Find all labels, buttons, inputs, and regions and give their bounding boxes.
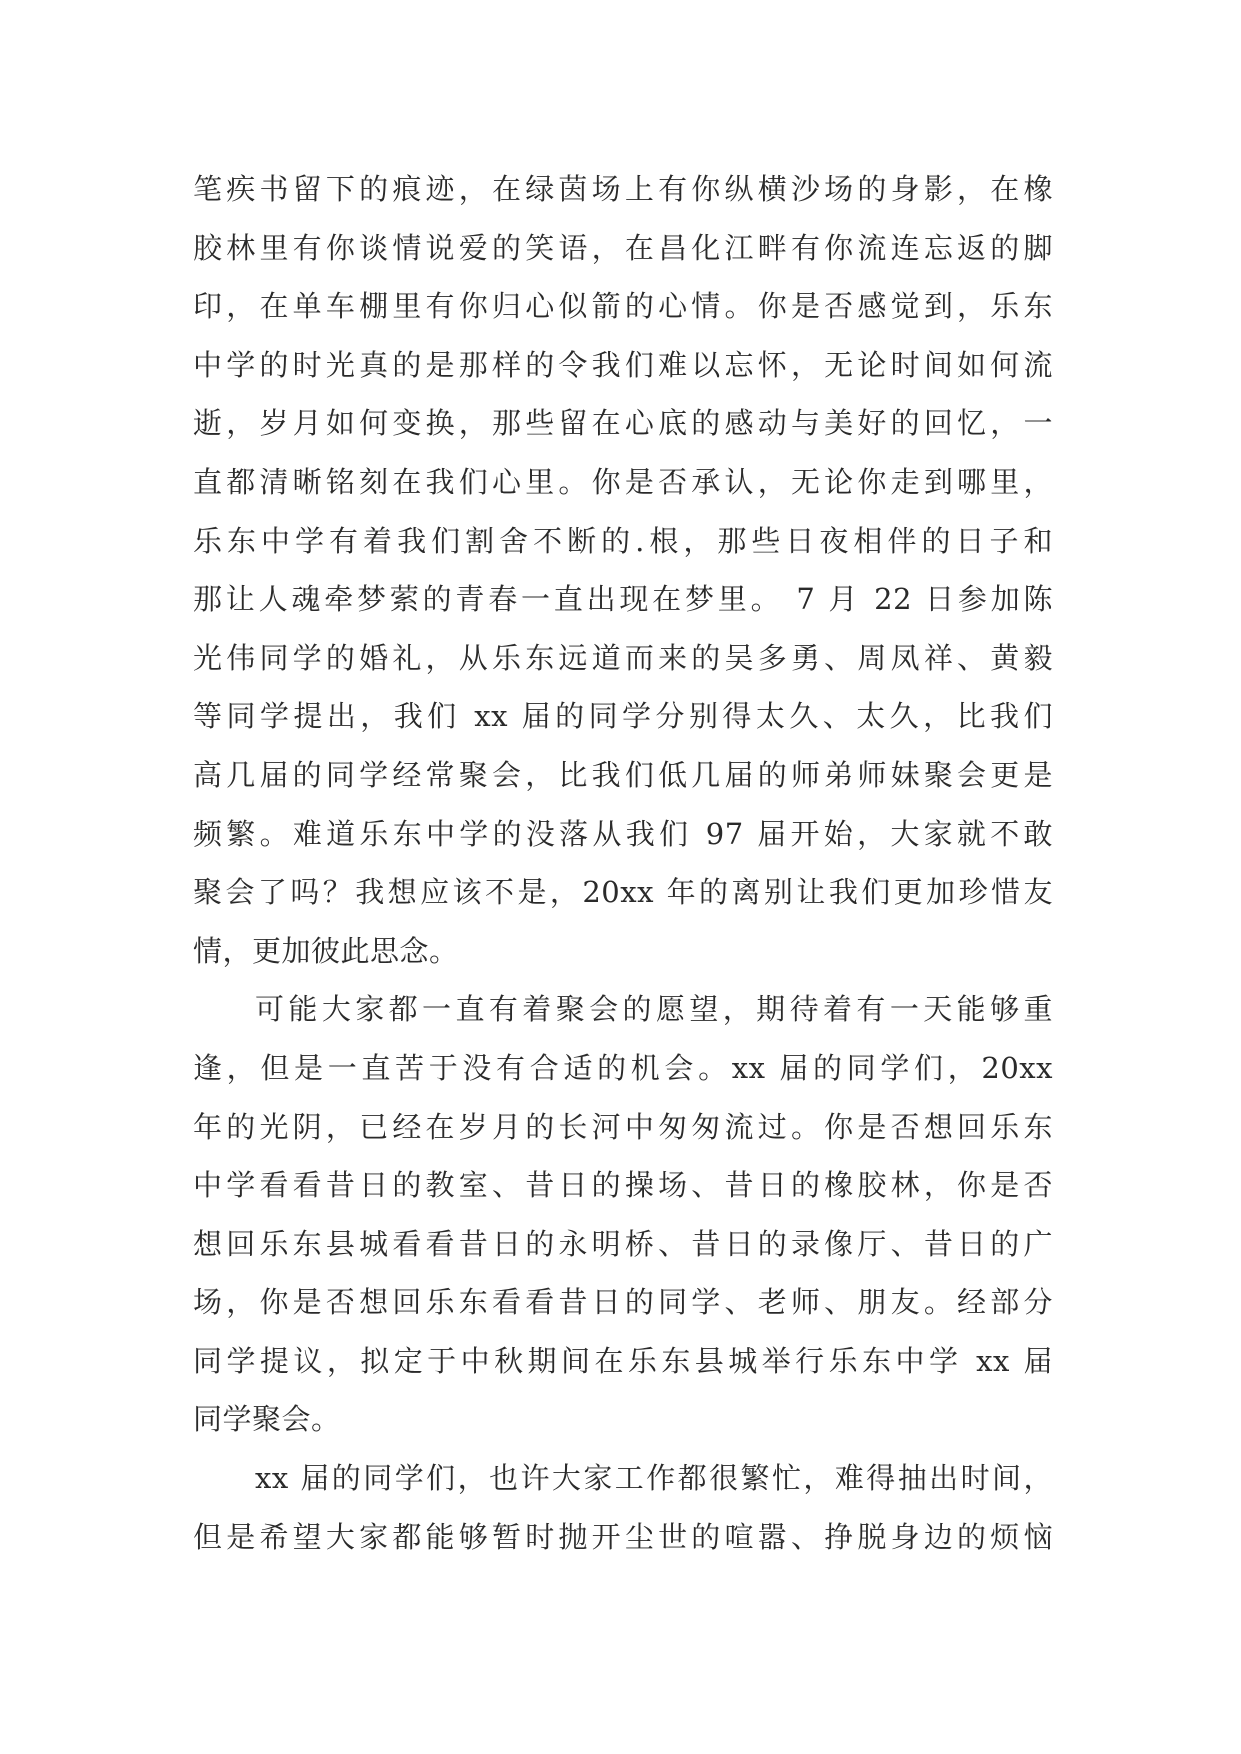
text-line: 那让人魂牵梦萦的青春一直出现在梦里。 7 月 22 日参加陈 bbox=[193, 582, 1053, 617]
text-line: 想回乐东县城看看昔日的永明桥、昔日的录像厅、昔日的广 bbox=[193, 1226, 1053, 1261]
text-line: 笔疾书留下的痕迹，在绿茵场上有你纵横沙场的身影，在橡 bbox=[193, 172, 1053, 206]
paragraph-3 bbox=[193, 1449, 1053, 1566]
text-line: 逢，但是一直苦于没有合适的机会。xx 届的同学们，20xx bbox=[193, 1050, 1053, 1085]
paragraph-1 bbox=[193, 160, 1053, 980]
text-line: 场，你是否想回乐东看看昔日的同学、老师、朋友。经部分 bbox=[193, 1285, 1053, 1320]
text-line: 同学聚会。 bbox=[193, 1402, 341, 1437]
text-line: 频繁。难道乐东中学的没落从我们 97 届开始，大家就不敢 bbox=[193, 816, 1053, 851]
document-body bbox=[193, 160, 1053, 1566]
text-line: 直都清晰铭刻在我们心里。你是否承认，无论你走到哪里， bbox=[193, 464, 1053, 499]
text-line: 乐东中学有着我们割舍不断的.根，那些日夜相伴的日子和 bbox=[193, 523, 1053, 558]
text-line: 情，更加彼此思念。 bbox=[193, 933, 459, 968]
paragraph-2 bbox=[193, 980, 1053, 1449]
text-line: 胶林里有你谈情说爱的笑语，在昌化江畔有你流连忘返的脚 bbox=[193, 230, 1053, 265]
text-line: 可能大家都一直有着聚会的愿望，期待着有一天能够重 bbox=[255, 992, 1053, 1027]
text-line: 中学看看昔日的教室、昔日的操场、昔日的橡胶林，你是否 bbox=[193, 1168, 1053, 1203]
text-line: 逝，岁月如何变换，那些留在心底的感动与美好的回忆，一 bbox=[193, 406, 1053, 441]
text-line: 等同学提出，我们 xx 届的同学分别得太久、太久，比我们 bbox=[193, 699, 1053, 734]
text-line: 聚会了吗？我想应该不是，20xx 年的离别让我们更加珍惜友 bbox=[193, 875, 1053, 910]
text-line: 中学的时光真的是那样的令我们难以忘怀，无论时间如何流 bbox=[193, 347, 1053, 382]
text-line: 光伟同学的婚礼，从乐东远道而来的吴多勇、周凤祥、黄毅 bbox=[193, 640, 1053, 675]
text-line: 但是希望大家都能够暂时抛开尘世的喧嚣、挣脱身边的烦恼 bbox=[193, 1519, 1053, 1554]
text-line: 年的光阴，已经在岁月的长河中匆匆流过。你是否想回乐东 bbox=[193, 1109, 1053, 1144]
text-line: 高几届的同学经常聚会，比我们低几届的师弟师妹聚会更是 bbox=[193, 757, 1053, 792]
text-line: xx 届的同学们，也许大家工作都很繁忙，难得抽出时间， bbox=[255, 1461, 1053, 1496]
text-line: 同学提议，拟定于中秋期间在乐东县城举行乐东中学 xx 届 bbox=[193, 1343, 1053, 1378]
text-line: 印，在单车棚里有你归心似箭的心情。你是否感觉到，乐东 bbox=[193, 289, 1053, 324]
